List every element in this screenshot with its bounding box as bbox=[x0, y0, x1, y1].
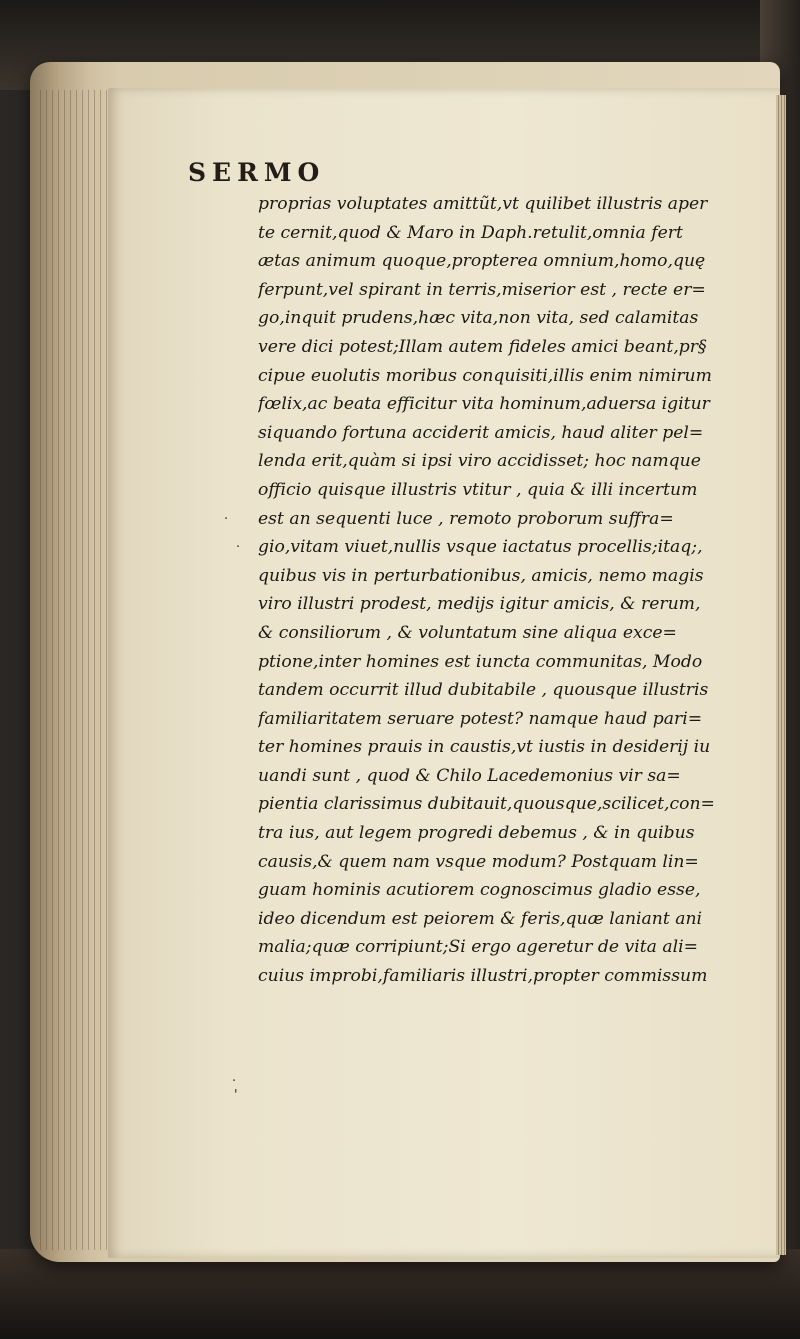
text-line: vere dici potest;Illam autem fideles amici beant,pr§ bbox=[258, 336, 707, 357]
text-line: & consiliorum , & voluntatum sine aliqua exce= bbox=[258, 622, 677, 643]
text-line: tandem occurrit illud dubitabile , quousque illustris bbox=[258, 680, 709, 701]
text-line: ptione,inter homines est iuncta communitas, Modo bbox=[258, 651, 703, 672]
text-line: est an sequenti luce , remoto proborum suffra= bbox=[258, 508, 674, 529]
text-line: malia;quæ corripiunt;Si ergo ageretur de vita ali= bbox=[258, 937, 699, 958]
text-line: cuius improbi,familiaris illustri,propter commissum bbox=[258, 966, 708, 987]
margin-mark: · bbox=[224, 512, 229, 527]
margin-mark: . bbox=[232, 1070, 237, 1085]
text-line: ter homines prauis in caustis,vt iustis in desiderij iu bbox=[258, 737, 711, 758]
text-line: familiaritatem seruare potest? namque haud pari= bbox=[258, 708, 703, 729]
text-line: officio quisque illustris vtitur , quia & illi incertum bbox=[258, 479, 698, 500]
text-line: causis,& quem nam vsque modum? Postquam lin= bbox=[258, 851, 699, 872]
page-edge-lines bbox=[40, 90, 110, 1250]
text-line: pientia clarissimus dubitauit,quousque,scilicet,con= bbox=[258, 794, 715, 815]
text-line: lenda erit,quàm si ipsi viro accidisset; hoc namque bbox=[258, 451, 701, 472]
text-line: te cernit,quod & Maro in Daph.retulit,omnia fert bbox=[258, 222, 683, 243]
margin-mark: · bbox=[236, 540, 241, 555]
text-line: viro illustri prodest, medijs igitur amicis, & rerum, bbox=[258, 594, 701, 615]
text-line: quibus vis in perturbationibus, amicis, nemo magis bbox=[258, 565, 704, 586]
text-line: guam hominis acutiorem cognoscimus gladio esse, bbox=[258, 880, 701, 901]
text-line: gio,vitam viuet,nullis vsque iactatus procellis;itaq;, bbox=[258, 537, 703, 558]
text-line: ideo dicendum est peiorem & feris,quæ laniant ani bbox=[258, 908, 703, 929]
text-line: cipue euolutis moribus conquisiti,illis enim nimirum bbox=[258, 365, 712, 386]
text-line: go,inquit prudens,hæc vita,non vita, sed calamitas bbox=[258, 308, 699, 329]
text-line: ætas animum quoque,propterea omnium,homo,quę bbox=[258, 251, 706, 272]
text-line: siquando fortuna acciderit amicis, haud aliter pel= bbox=[258, 422, 704, 443]
running-header: SERMO bbox=[188, 158, 326, 187]
text-line: proprias voluptates amittũt,vt quilibet illustris aper bbox=[258, 194, 708, 214]
body-text bbox=[258, 190, 778, 991]
text-line: fœlix,ac beata efficitur vita hominum,aduersa igitur bbox=[258, 394, 710, 415]
text-line: ferpunt,vel spirant in terris,miserior est , recte er= bbox=[258, 279, 706, 300]
margin-mark: ' bbox=[234, 1088, 238, 1103]
text-line: tra ius, aut legem progredi debemus , & in quibus bbox=[258, 823, 695, 844]
backdrop-bottom bbox=[0, 1249, 800, 1339]
text-line: uandi sunt , quod & Chilo Lacedemonius vir sa= bbox=[258, 765, 681, 786]
